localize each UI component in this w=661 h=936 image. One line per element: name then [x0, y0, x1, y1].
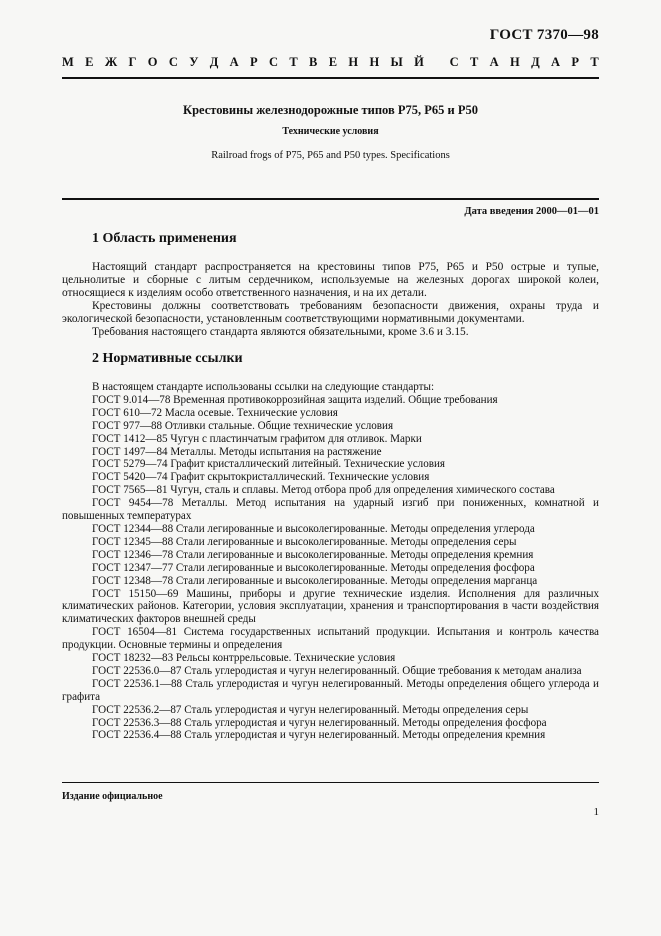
banner-letter: Н	[510, 55, 520, 69]
page-number: 1	[593, 806, 599, 818]
banner-letter: Г	[128, 55, 137, 69]
reference-item: ГОСТ 16504—81 Система государственных испытаний продукции. Испытания и контроль качества продукции. Основные термины и определения	[62, 626, 599, 652]
reference-item: ГОСТ 22536.4—88 Сталь углеродистая и чугун нелегированный. Методы определения кремния	[92, 729, 546, 742]
footer-rule	[62, 782, 599, 783]
section-2-heading: 2 Нормативные ссылки	[92, 351, 243, 366]
reference-item: ГОСТ 22536.1—88 Сталь углеродистая и чугун нелегированный. Методы определения общего углерода и графита	[62, 677, 599, 703]
section-1-body	[62, 261, 599, 338]
banner-letter: М	[62, 55, 74, 69]
banner-gap	[435, 55, 438, 70]
title-rule	[62, 198, 599, 200]
banner-letter: Д	[531, 55, 540, 69]
reference-item: ГОСТ 9454—78 Металлы. Метод испытания на ударный изгиб при пониженных, комнатной и повышенных температурах	[62, 497, 599, 523]
header-rule	[62, 77, 599, 79]
normative-references	[62, 381, 599, 742]
reference-item: ГОСТ 5420—74 Графит скрытокристаллический. Технические условия	[92, 471, 430, 484]
reference-item: ГОСТ 12344—88 Стали легированные и высоколегированные. Методы определения углерода	[92, 522, 535, 535]
reference-item: ГОСТ 15150—69 Машины, приборы и другие технические изделия. Исполнения для различных климатических районов. Категории, условия эксплуатации, хранения и транспортирования в части воздействия климатических факторов внешней среды	[62, 587, 599, 626]
reference-item: ГОСТ 12346—78 Стали легированные и высоколегированные. Методы определения кремния	[92, 548, 534, 561]
reference-item: ГОСТ 1412—85 Чугун с пластинчатым графитом для отливок. Марки	[92, 432, 422, 445]
document-english-title: Railroad frogs of P75, P65 and P50 types. Specifications	[211, 150, 450, 161]
document-subtitle: Технические условия	[282, 126, 379, 137]
interstate-standard-banner	[62, 55, 599, 70]
reference-item: ГОСТ 22536.2—87 Сталь углеродистая и чугун нелегированный. Методы определения серы	[92, 703, 529, 716]
references-intro: В настоящем стандарте использованы ссылки на следующие стандарты:	[92, 381, 435, 393]
banner-letter: А	[551, 55, 561, 69]
reference-item: ГОСТ 22536.3—88 Сталь углеродистая и чугун нелегированный. Методы определения фосфора	[92, 716, 547, 729]
reference-item: ГОСТ 12347—77 Стали легированные и высоколегированные. Методы определения фосфора	[92, 561, 535, 574]
banner-letter: Т	[590, 55, 599, 69]
banner-letter: Е	[328, 55, 338, 69]
document-id: ГОСТ 7370—98	[489, 27, 599, 43]
banner-letter: Ж	[104, 55, 118, 69]
banner-letter: В	[309, 55, 318, 69]
banner-letter: У	[189, 55, 199, 69]
banner-letter: С	[168, 55, 178, 69]
reference-item: ГОСТ 5279—74 Графит кристаллический литейный. Технические условия	[92, 458, 446, 471]
banner-letter: Т	[289, 55, 298, 69]
reference-item: ГОСТ 12345—88 Стали легированные и высоколегированные. Методы определения серы	[92, 535, 517, 548]
banner-letter: О	[147, 55, 158, 69]
reference-item: ГОСТ 12348—78 Стали легированные и высоколегированные. Методы определения марганца	[92, 574, 538, 587]
banner-letter: Р	[571, 55, 580, 69]
banner-letter: А	[229, 55, 239, 69]
reference-item: ГОСТ 610—72 Масла осевые. Технические условия	[92, 406, 338, 419]
paragraph: Настоящий стандарт распространяется на крестовины типов Р75, Р65 и Р50 острые и тупые, цельнолитые и сборные с литым сердечником, используемые на железных дорогах широкой колеи, относящиеся к изделиям особо ответственного назначения, и на их детали.	[62, 261, 599, 299]
paragraph: Крестовины должны соответствовать требованиям безопасности движения, охраны труда и экологической безопасности, установленным соответствующими нормативными документами.	[62, 299, 599, 325]
banner-letter: Н	[369, 55, 380, 69]
paragraph: Требования настоящего стандарта являются обязательными, кроме 3.6 и 3.15.	[92, 325, 469, 338]
banner-letter: С	[449, 55, 459, 69]
reference-item: ГОСТ 977—88 Отливки стальные. Общие технические условия	[92, 419, 394, 432]
official-edition-label: Издание официальное	[62, 791, 163, 802]
document-title: Крестовины железнодорожные типов Р75, Р65 и Р50	[183, 103, 478, 117]
reference-item: ГОСТ 7565—81 Чугун, сталь и сплавы. Метод отбора проб для определения химического состава	[92, 484, 555, 497]
reference-item: ГОСТ 18232—83 Рельсы контррельсовые. Технические условия	[92, 652, 396, 665]
banner-letter: С	[269, 55, 279, 69]
banner-letter: А	[489, 55, 499, 69]
reference-item: ГОСТ 22536.0—87 Сталь углеродистая и чугун нелегированный. Общие требования к методам анализа	[92, 664, 582, 677]
banner-letter: Е	[85, 55, 94, 69]
banner-letter: Д	[209, 55, 219, 69]
banner-letter: Р	[250, 55, 258, 69]
reference-item: ГОСТ 9.014—78 Временная противокоррозийная защита изделий. Общие требования	[92, 393, 498, 406]
section-1-heading: 1 Область применения	[92, 231, 237, 246]
banner-letter: Ы	[390, 55, 403, 69]
banner-letter: Т	[469, 55, 479, 69]
banner-letter: Н	[348, 55, 359, 69]
banner-letter: Й	[414, 55, 424, 69]
introduction-date: Дата введения 2000—01—01	[464, 206, 599, 217]
reference-item: ГОСТ 1497—84 Металлы. Методы испытания на растяжение	[92, 445, 382, 458]
